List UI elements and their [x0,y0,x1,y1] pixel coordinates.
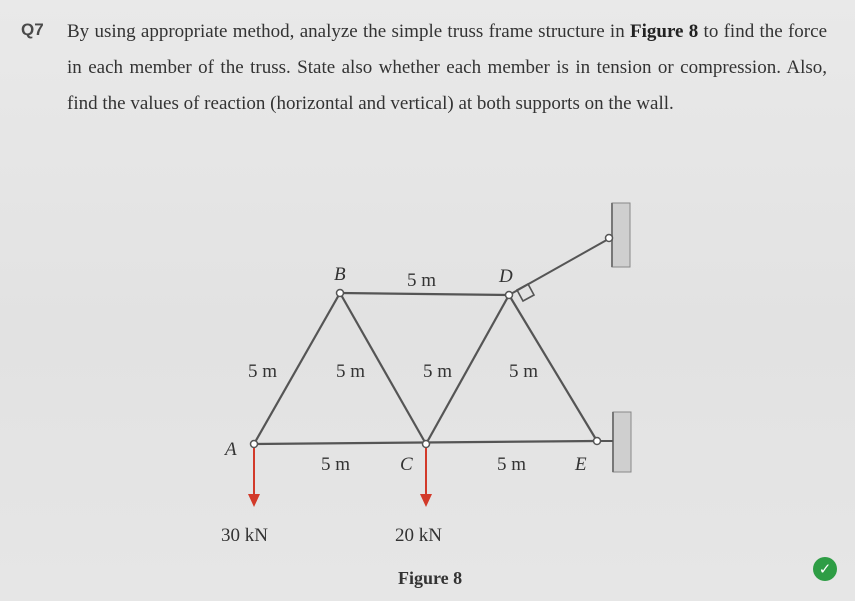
joint-a [251,441,258,448]
check-circle-icon[interactable]: ✓ [813,557,837,581]
question-number: Q7 [21,20,44,39]
label-length-bd: 5 m [407,270,437,291]
load-arrowhead-a [248,494,260,507]
label-joint-d: D [499,266,513,287]
label-joint-a: A [225,439,237,460]
member-bd [340,293,509,295]
joint-d [506,292,513,299]
label-length-ab: 5 m [248,361,278,382]
label-load-c: 20 kN [395,525,442,546]
label-joint-b: B [334,264,346,285]
label-joint-c: C [400,454,413,475]
figure-reference: Figure 8 [630,21,699,42]
load-arrowhead-c [420,494,432,507]
label-joint-e: E [575,454,587,475]
figure-caption: Figure 8 [398,568,463,588]
label-load-a: 30 kN [221,525,268,546]
label-length-cd: 5 m [423,361,453,382]
question-text-part2: to find the force in each member of the truss. State also whether each member is in tension or compression. Also, find the values of reaction (horizontal and vertical) at both supports on the wall. [67,21,827,114]
lower-wall-support [613,412,631,472]
label-length-bc: 5 m [336,361,366,382]
joint-b [337,290,344,297]
label-length-ac: 5 m [321,454,351,475]
label-length-ce: 5 m [497,454,527,475]
joint-e [594,438,601,445]
joint-c [423,441,430,448]
question-text-part1: By using appropriate method, analyze the simple truss frame structure in [67,21,630,42]
label-length-de: 5 m [509,361,539,382]
wall-pin-upper [606,235,613,242]
upper-wall-support [612,203,630,267]
